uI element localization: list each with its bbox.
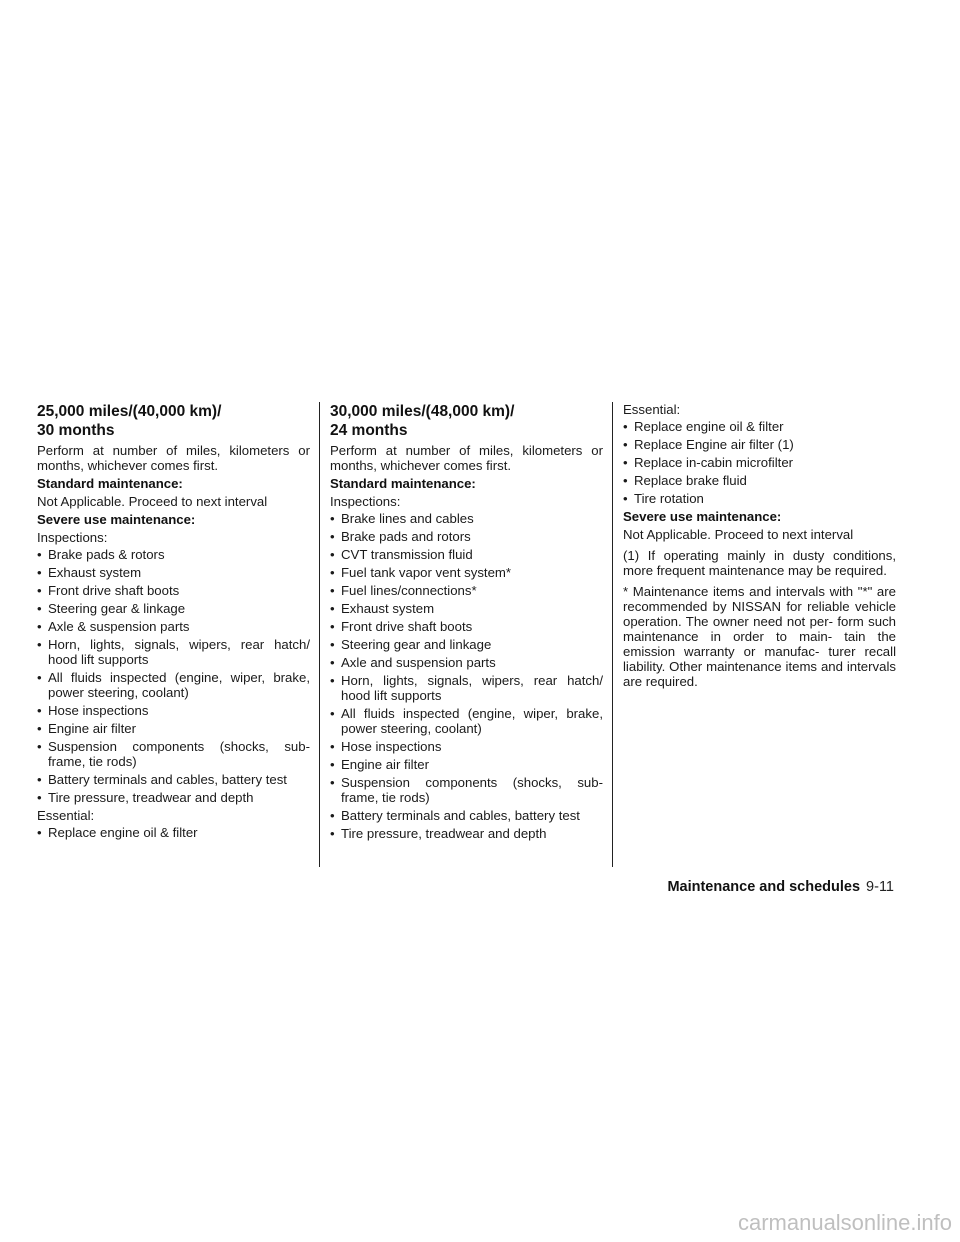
list-item: • Fuel tank vapor vent system* bbox=[330, 565, 603, 580]
list-item: • All fluids inspected (engine, wiper, brake, power steering, coolant) bbox=[37, 670, 310, 700]
list-item: • Engine air filter bbox=[330, 757, 603, 772]
list-item: • Horn, lights, signals, wipers, rear hatch/ hood lift supports bbox=[37, 637, 310, 667]
inspections-list bbox=[37, 547, 310, 805]
list-item: • Engine air filter bbox=[37, 721, 310, 736]
list-item: • Steering gear and linkage bbox=[330, 637, 603, 652]
list-item: • Hose inspections bbox=[37, 703, 310, 718]
essential-label: Essential: bbox=[37, 808, 95, 823]
standard-maintenance-label: Standard maintenance: bbox=[330, 476, 476, 491]
severe-maintenance-text: Not Applicable. Proceed to next interval bbox=[623, 527, 854, 542]
list-item: • Brake pads & rotors bbox=[37, 547, 310, 562]
list-item: • All fluids inspected (engine, wiper, brake, power steering, coolant) bbox=[330, 706, 603, 736]
list-item: • Battery terminals and cables, battery test bbox=[37, 772, 310, 787]
list-item: • Front drive shaft boots bbox=[330, 619, 603, 634]
list-item: • Steering gear & linkage bbox=[37, 601, 310, 616]
list-item: • Replace engine oil & filter bbox=[623, 419, 896, 434]
section-title: Maintenance and schedules bbox=[667, 879, 861, 895]
essential-list bbox=[623, 419, 896, 506]
list-item: • Suspension components (shocks, sub- frame, tie rods) bbox=[330, 775, 603, 805]
standard-maintenance-label: Standard maintenance: bbox=[37, 476, 183, 491]
intro-text: Perform at number of miles, kilometers or months, whichever comes first. bbox=[330, 443, 603, 473]
column-continued bbox=[623, 402, 896, 692]
list-item: • Replace engine oil & filter bbox=[37, 825, 310, 840]
list-item: • Front drive shaft boots bbox=[37, 583, 310, 598]
list-item: • Battery terminals and cables, battery test bbox=[330, 808, 603, 823]
list-item: • Replace brake fluid bbox=[623, 473, 896, 488]
list-item: • Tire rotation bbox=[623, 491, 896, 506]
column-divider-1 bbox=[319, 402, 320, 867]
watermark: carmanualsonline.info bbox=[737, 1210, 952, 1235]
heading-25000-miles: 25,000 miles/(40,000 km)/ 30 months bbox=[37, 403, 222, 439]
essential-label: Essential: bbox=[623, 402, 681, 417]
list-item: • CVT transmission fluid bbox=[330, 547, 603, 562]
list-item: • Brake lines and cables bbox=[330, 511, 603, 526]
list-item: • Replace in-cabin microfilter bbox=[623, 455, 896, 470]
severe-maintenance-label: Severe use maintenance: bbox=[37, 512, 196, 527]
page-number: 9-11 bbox=[866, 879, 894, 895]
asterisk-note: * Maintenance items and intervals with "*" are recommended by NISSAN for reliable vehicle operation. The owner need not per- form such maintenance in order to main- tain the emission warranty or manufac- turer recall liability. Other maintenance items and intervals are required. bbox=[623, 584, 896, 689]
dusty-conditions-note: (1) If operating mainly in dusty conditions, more frequent maintenance may be required. bbox=[623, 548, 896, 578]
column-25000-miles bbox=[37, 402, 310, 843]
heading-30000-miles: 30,000 miles/(48,000 km)/ 24 months bbox=[330, 403, 515, 439]
essential-list bbox=[37, 825, 310, 840]
page-footer bbox=[667, 878, 894, 896]
list-item: • Exhaust system bbox=[37, 565, 310, 580]
list-item: • Axle & suspension parts bbox=[37, 619, 310, 634]
list-item: • Brake pads and rotors bbox=[330, 529, 603, 544]
list-item: • Tire pressure, treadwear and depth bbox=[330, 826, 603, 841]
inspections-list bbox=[330, 511, 603, 841]
severe-maintenance-label: Severe use maintenance: bbox=[623, 509, 782, 524]
list-item: • Exhaust system bbox=[330, 601, 603, 616]
list-item: • Horn, lights, signals, wipers, rear hatch/ hood lift supports bbox=[330, 673, 603, 703]
list-item: • Tire pressure, treadwear and depth bbox=[37, 790, 310, 805]
inspections-label: Inspections: bbox=[37, 530, 108, 545]
list-item: • Suspension components (shocks, sub- frame, tie rods) bbox=[37, 739, 310, 769]
list-item: • Fuel lines/connections* bbox=[330, 583, 603, 598]
standard-maintenance-text: Not Applicable. Proceed to next interval bbox=[37, 494, 268, 509]
list-item: • Replace Engine air filter (1) bbox=[623, 437, 896, 452]
column-30000-miles bbox=[330, 402, 603, 844]
list-item: • Axle and suspension parts bbox=[330, 655, 603, 670]
list-item: • Hose inspections bbox=[330, 739, 603, 754]
column-divider-2 bbox=[612, 402, 613, 867]
intro-text: Perform at number of miles, kilometers or months, whichever comes first. bbox=[37, 443, 310, 473]
inspections-label: Inspections: bbox=[330, 494, 401, 509]
